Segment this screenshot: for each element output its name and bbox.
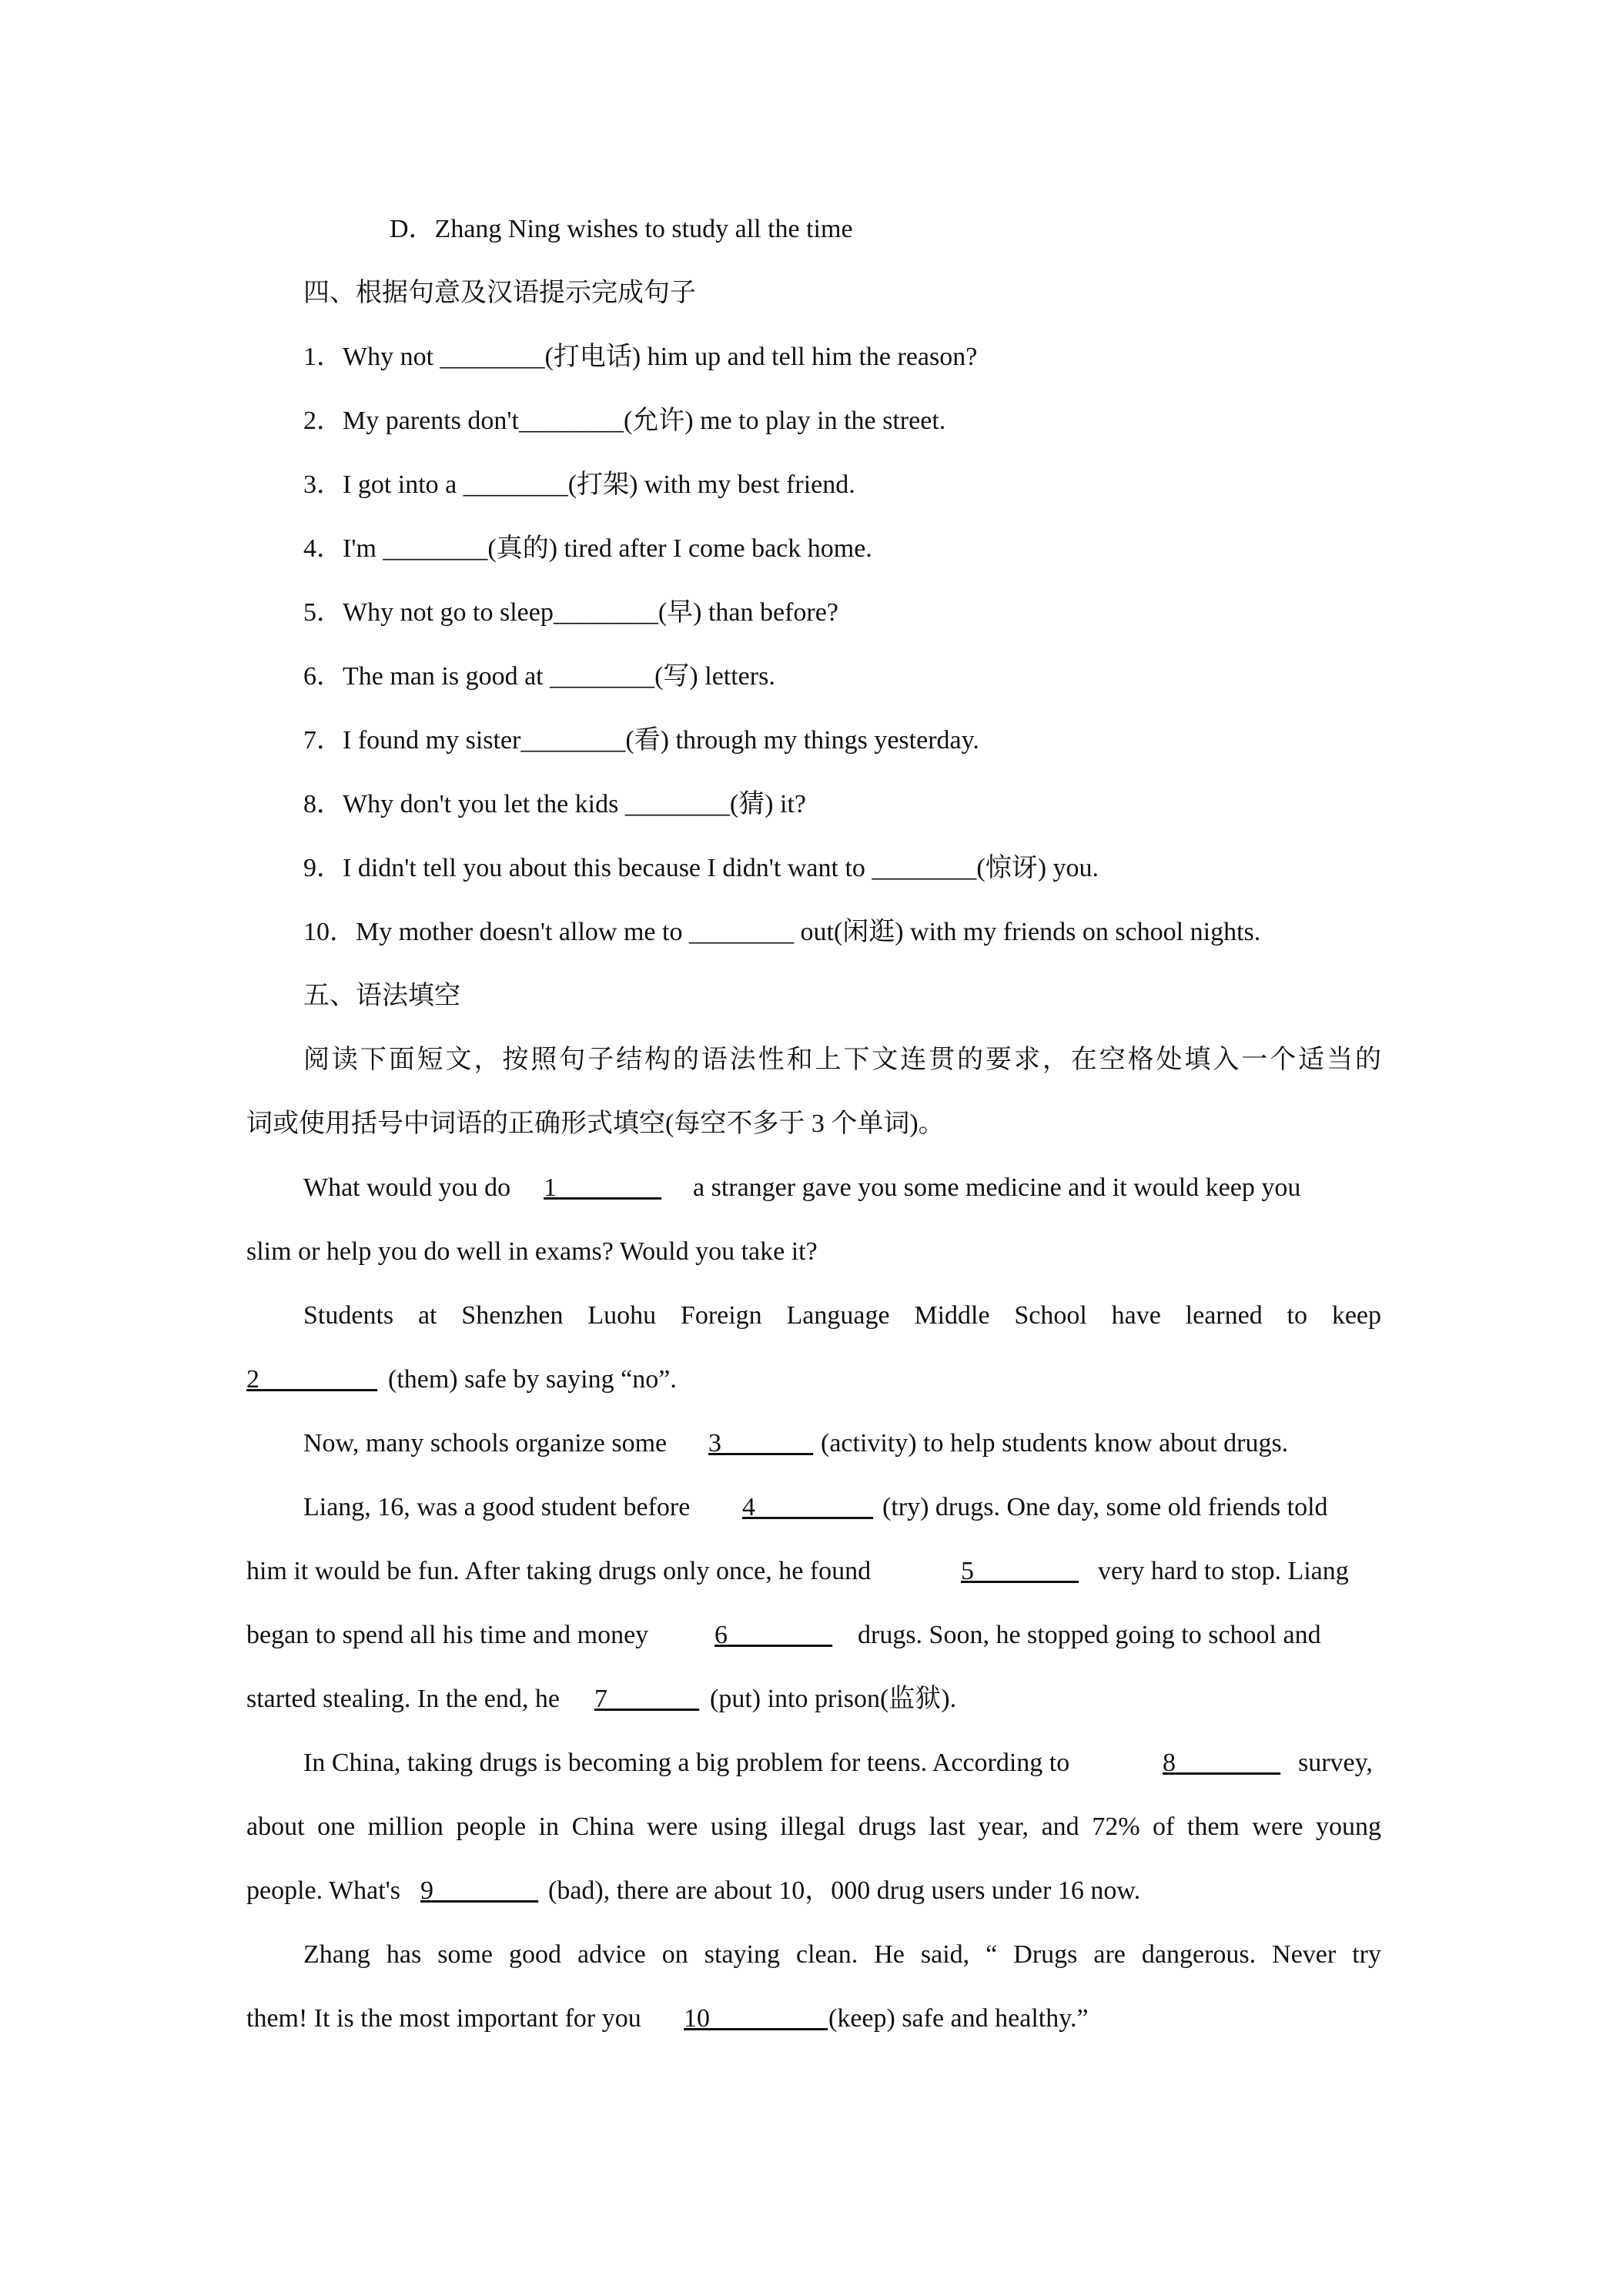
exercise-item-3: 3．I got into a ________(打架) with my best friend.	[303, 470, 855, 499]
blank-1[interactable]: 1________	[544, 1173, 661, 1202]
passage-text: (put) into prison(监狱).	[710, 1685, 957, 1713]
passage-text: What would you do	[303, 1173, 511, 1202]
exercise-item-6: 6．The man is good at ________(写) letters.	[303, 662, 775, 691]
section-4-title: 四、根据句意及汉语提示完成句子	[303, 279, 696, 307]
passage-text: (try) drugs. One day, some old friends told	[882, 1493, 1328, 1521]
exercise-item-9: 9．I didn't tell you about this because I didn't want to ________(惊讶) you.	[303, 854, 1099, 882]
blank-7[interactable]: 7_______	[594, 1685, 699, 1713]
passage-text: a stranger gave you some medicine and it would keep you	[693, 1173, 1301, 1202]
passage-text: about one million people in China were using illegal drugs last year, and 72% of them were young	[246, 1812, 1381, 1841]
exercise-item-10: 10．My mother doesn't allow me to ________ out(闲逛) with my friends on school nights.	[303, 918, 1261, 946]
passage-text: them! It is the most important for you	[246, 2004, 641, 2033]
section-5-title: 五、语法填空	[303, 982, 460, 1010]
passage-text: In China, taking drugs is becoming a big problem for teens. According to	[303, 1749, 1070, 1777]
passage-text: began to spend all his time and money	[246, 1621, 649, 1649]
passage-text: very hard to stop. Liang	[1098, 1557, 1349, 1585]
exercise-item-5: 5．Why not go to sleep________(早) than before?	[303, 598, 838, 627]
passage-text: Zhang has some good advice on staying clean. He said, “ Drugs are dangerous. Never try	[303, 1940, 1381, 1969]
passage-text: started stealing. In the end, he	[246, 1685, 560, 1713]
passage-text: (them) safe by saying “no”.	[388, 1365, 677, 1394]
blank-2[interactable]: 2_________	[246, 1365, 377, 1394]
blank-8[interactable]: 8________	[1163, 1749, 1280, 1777]
passage-text: Liang, 16, was a good student before	[303, 1493, 691, 1521]
exercise-item-8: 8．Why don't you let the kids ________(猜) it?	[303, 790, 806, 818]
passage-text: Students at Shenzhen Luohu Foreign Language Middle School have learned to keep	[303, 1301, 1381, 1330]
passage-text: (keep) safe and healthy.”	[828, 2004, 1089, 2033]
passage-text: survey,	[1298, 1749, 1373, 1777]
blank-9[interactable]: 9________	[420, 1876, 538, 1905]
blank-10[interactable]: 10_________	[684, 2004, 828, 2033]
passage-text: drugs. Soon, he stopped going to school and	[858, 1621, 1321, 1649]
instruction-line-2: 词或使用括号中词语的正确形式填空(每空不多于 3 个单词)。	[246, 1110, 945, 1138]
blank-6[interactable]: 6________	[714, 1621, 832, 1649]
passage-text: him it would be fun. After taking drugs only once, he found	[246, 1557, 872, 1585]
exercise-item-7: 7．I found my sister________(看) through my things yesterday.	[303, 726, 979, 755]
passage-text: Now, many schools organize some	[303, 1429, 668, 1458]
exercise-item-4: 4．I'm ________(真的) tired after I come back home.	[303, 534, 872, 563]
passage-text: slim or help you do well in exams? Would you take it?	[246, 1237, 818, 1266]
blank-4[interactable]: 4_________	[742, 1493, 873, 1521]
passage-text: (bad), there are about 10，000 drug users under 16 now.	[548, 1876, 1141, 1905]
instruction-line-1: 阅读下面短文，按照句子结构的语法性和上下文连贯的要求，在空格处填入一个适当的	[303, 1046, 1381, 1074]
option-d: D．Zhang Ning wishes to study all the time	[390, 215, 853, 243]
blank-5[interactable]: 5________	[961, 1557, 1079, 1585]
exercise-item-2: 2．My parents don't________(允许) me to play in the street.	[303, 407, 946, 435]
exercise-item-1: 1．Why not ________(打电话) him up and tell him the reason?	[303, 343, 978, 371]
passage-text: (activity) to help students know about drugs.	[821, 1429, 1289, 1458]
blank-3[interactable]: 3_______	[708, 1429, 813, 1458]
passage-text: people. What's	[246, 1876, 400, 1905]
